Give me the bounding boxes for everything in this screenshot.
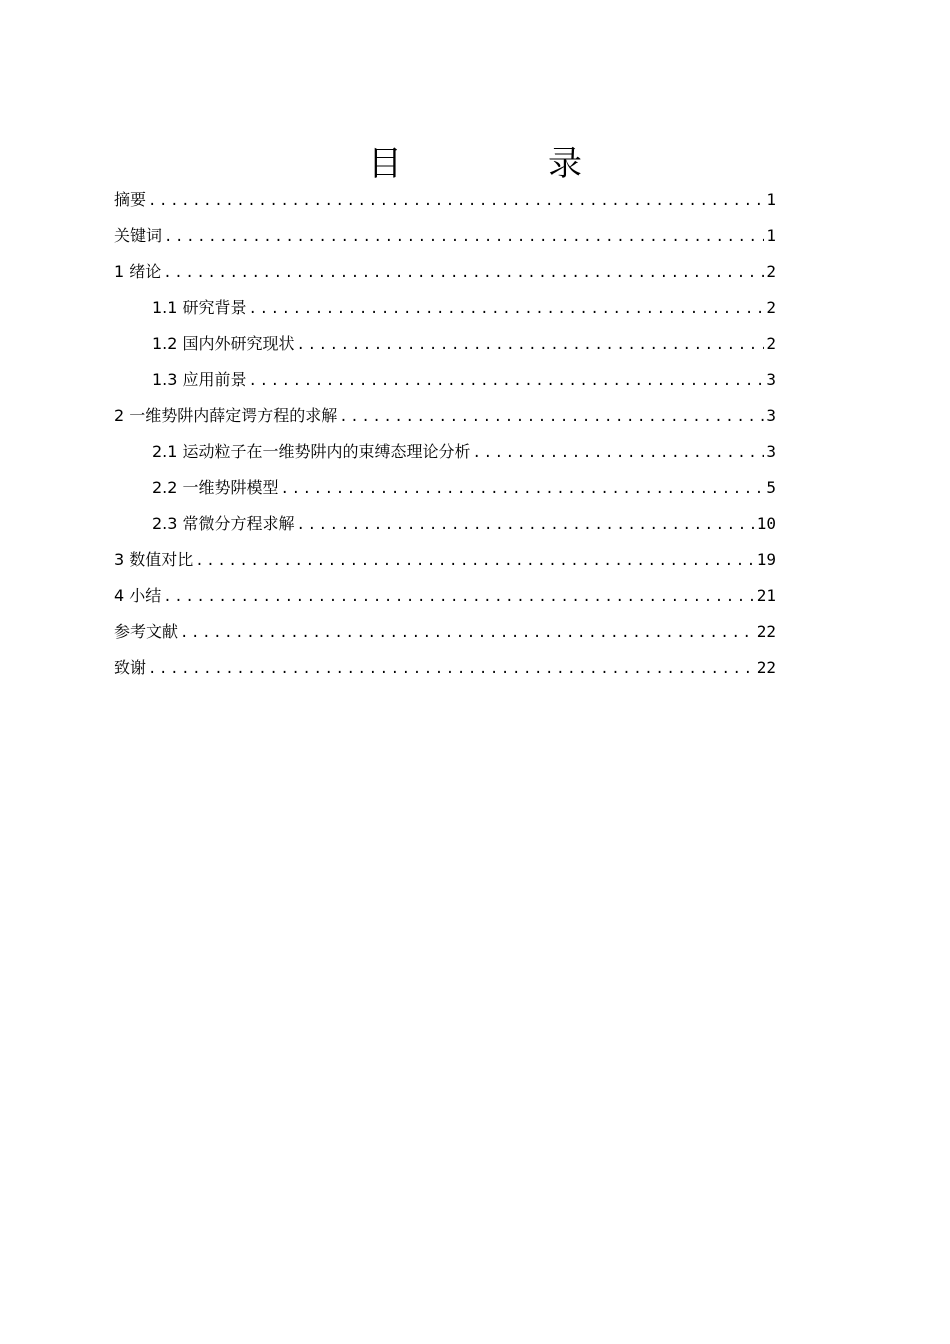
- toc-entry[interactable]: [114, 470, 776, 506]
- toc-entry-page: 5: [766, 478, 776, 497]
- toc-title: 目 录: [368, 144, 638, 184]
- toc-leader-dots: [249, 291, 765, 327]
- toc-entry-label: 2.2 一维势阱模型: [152, 478, 279, 497]
- toc-leader-dots: [148, 651, 755, 687]
- toc-entry-page: 1: [766, 226, 776, 245]
- toc-leader-dots: [249, 363, 765, 399]
- toc-entry-label: 致谢: [114, 658, 147, 677]
- toc-leader-dots: [195, 543, 754, 579]
- toc-entry[interactable]: [114, 434, 776, 470]
- toc-entry-label: 摘要: [114, 190, 147, 209]
- toc-entry-label: 2 一维势阱内薛定谔方程的求解: [114, 406, 338, 425]
- toc-entry[interactable]: [114, 326, 776, 362]
- toc-entry[interactable]: [114, 182, 776, 218]
- toc-list: [114, 182, 776, 686]
- toc-entry-page: 2: [766, 298, 776, 317]
- toc-entry-label: 关键词: [114, 226, 163, 245]
- toc-entry-page: 19: [756, 550, 776, 569]
- toc-entry-page: 3: [766, 406, 776, 425]
- toc-entry[interactable]: [114, 542, 776, 578]
- toc-leader-dots: [163, 255, 764, 291]
- toc-entry[interactable]: [114, 290, 776, 326]
- toc-leader-dots: [339, 399, 764, 435]
- toc-entry-page: 1: [766, 190, 776, 209]
- toc-entry-label: 2.3 常微分方程求解: [152, 514, 295, 533]
- toc-leader-dots: [148, 183, 764, 219]
- toc-entry[interactable]: [114, 506, 776, 542]
- toc-entry[interactable]: [114, 362, 776, 398]
- toc-entry[interactable]: [114, 254, 776, 290]
- toc-entry-label: 1 绪论: [114, 262, 162, 281]
- toc-leader-dots: [164, 219, 764, 255]
- toc-leader-dots: [281, 471, 765, 507]
- toc-entry[interactable]: [114, 398, 776, 434]
- toc-entry-page: 10: [756, 514, 776, 533]
- toc-leader-dots: [163, 579, 754, 615]
- toc-entry-label: 1.1 研究背景: [152, 298, 247, 317]
- toc-leader-dots: [297, 327, 765, 363]
- toc-entry-page: 2: [766, 262, 776, 281]
- toc-entry-label: 3 数值对比: [114, 550, 194, 569]
- toc-leader-dots: [473, 435, 765, 471]
- toc-entry-page: 22: [756, 658, 776, 677]
- toc-entry-page: 21: [756, 586, 776, 605]
- toc-entry-label: 1.2 国内外研究现状: [152, 334, 295, 353]
- toc-entry-label: 2.1 运动粒子在一维势阱内的束缚态理论分析: [152, 442, 471, 461]
- toc-leader-dots: [297, 507, 755, 543]
- toc-entry-label: 1.3 应用前景: [152, 370, 247, 389]
- toc-leader-dots: [180, 615, 755, 651]
- toc-entry[interactable]: [114, 218, 776, 254]
- toc-entry[interactable]: [114, 578, 776, 614]
- toc-entry-page: 3: [766, 370, 776, 389]
- toc-entry-page: 2: [766, 334, 776, 353]
- toc-entry-page: 3: [766, 442, 776, 461]
- toc-entry-page: 22: [756, 622, 776, 641]
- toc-entry[interactable]: [114, 650, 776, 686]
- toc-entry-label: 参考文献: [114, 622, 179, 641]
- toc-entry[interactable]: [114, 614, 776, 650]
- toc-entry-label: 4 小结: [114, 586, 162, 605]
